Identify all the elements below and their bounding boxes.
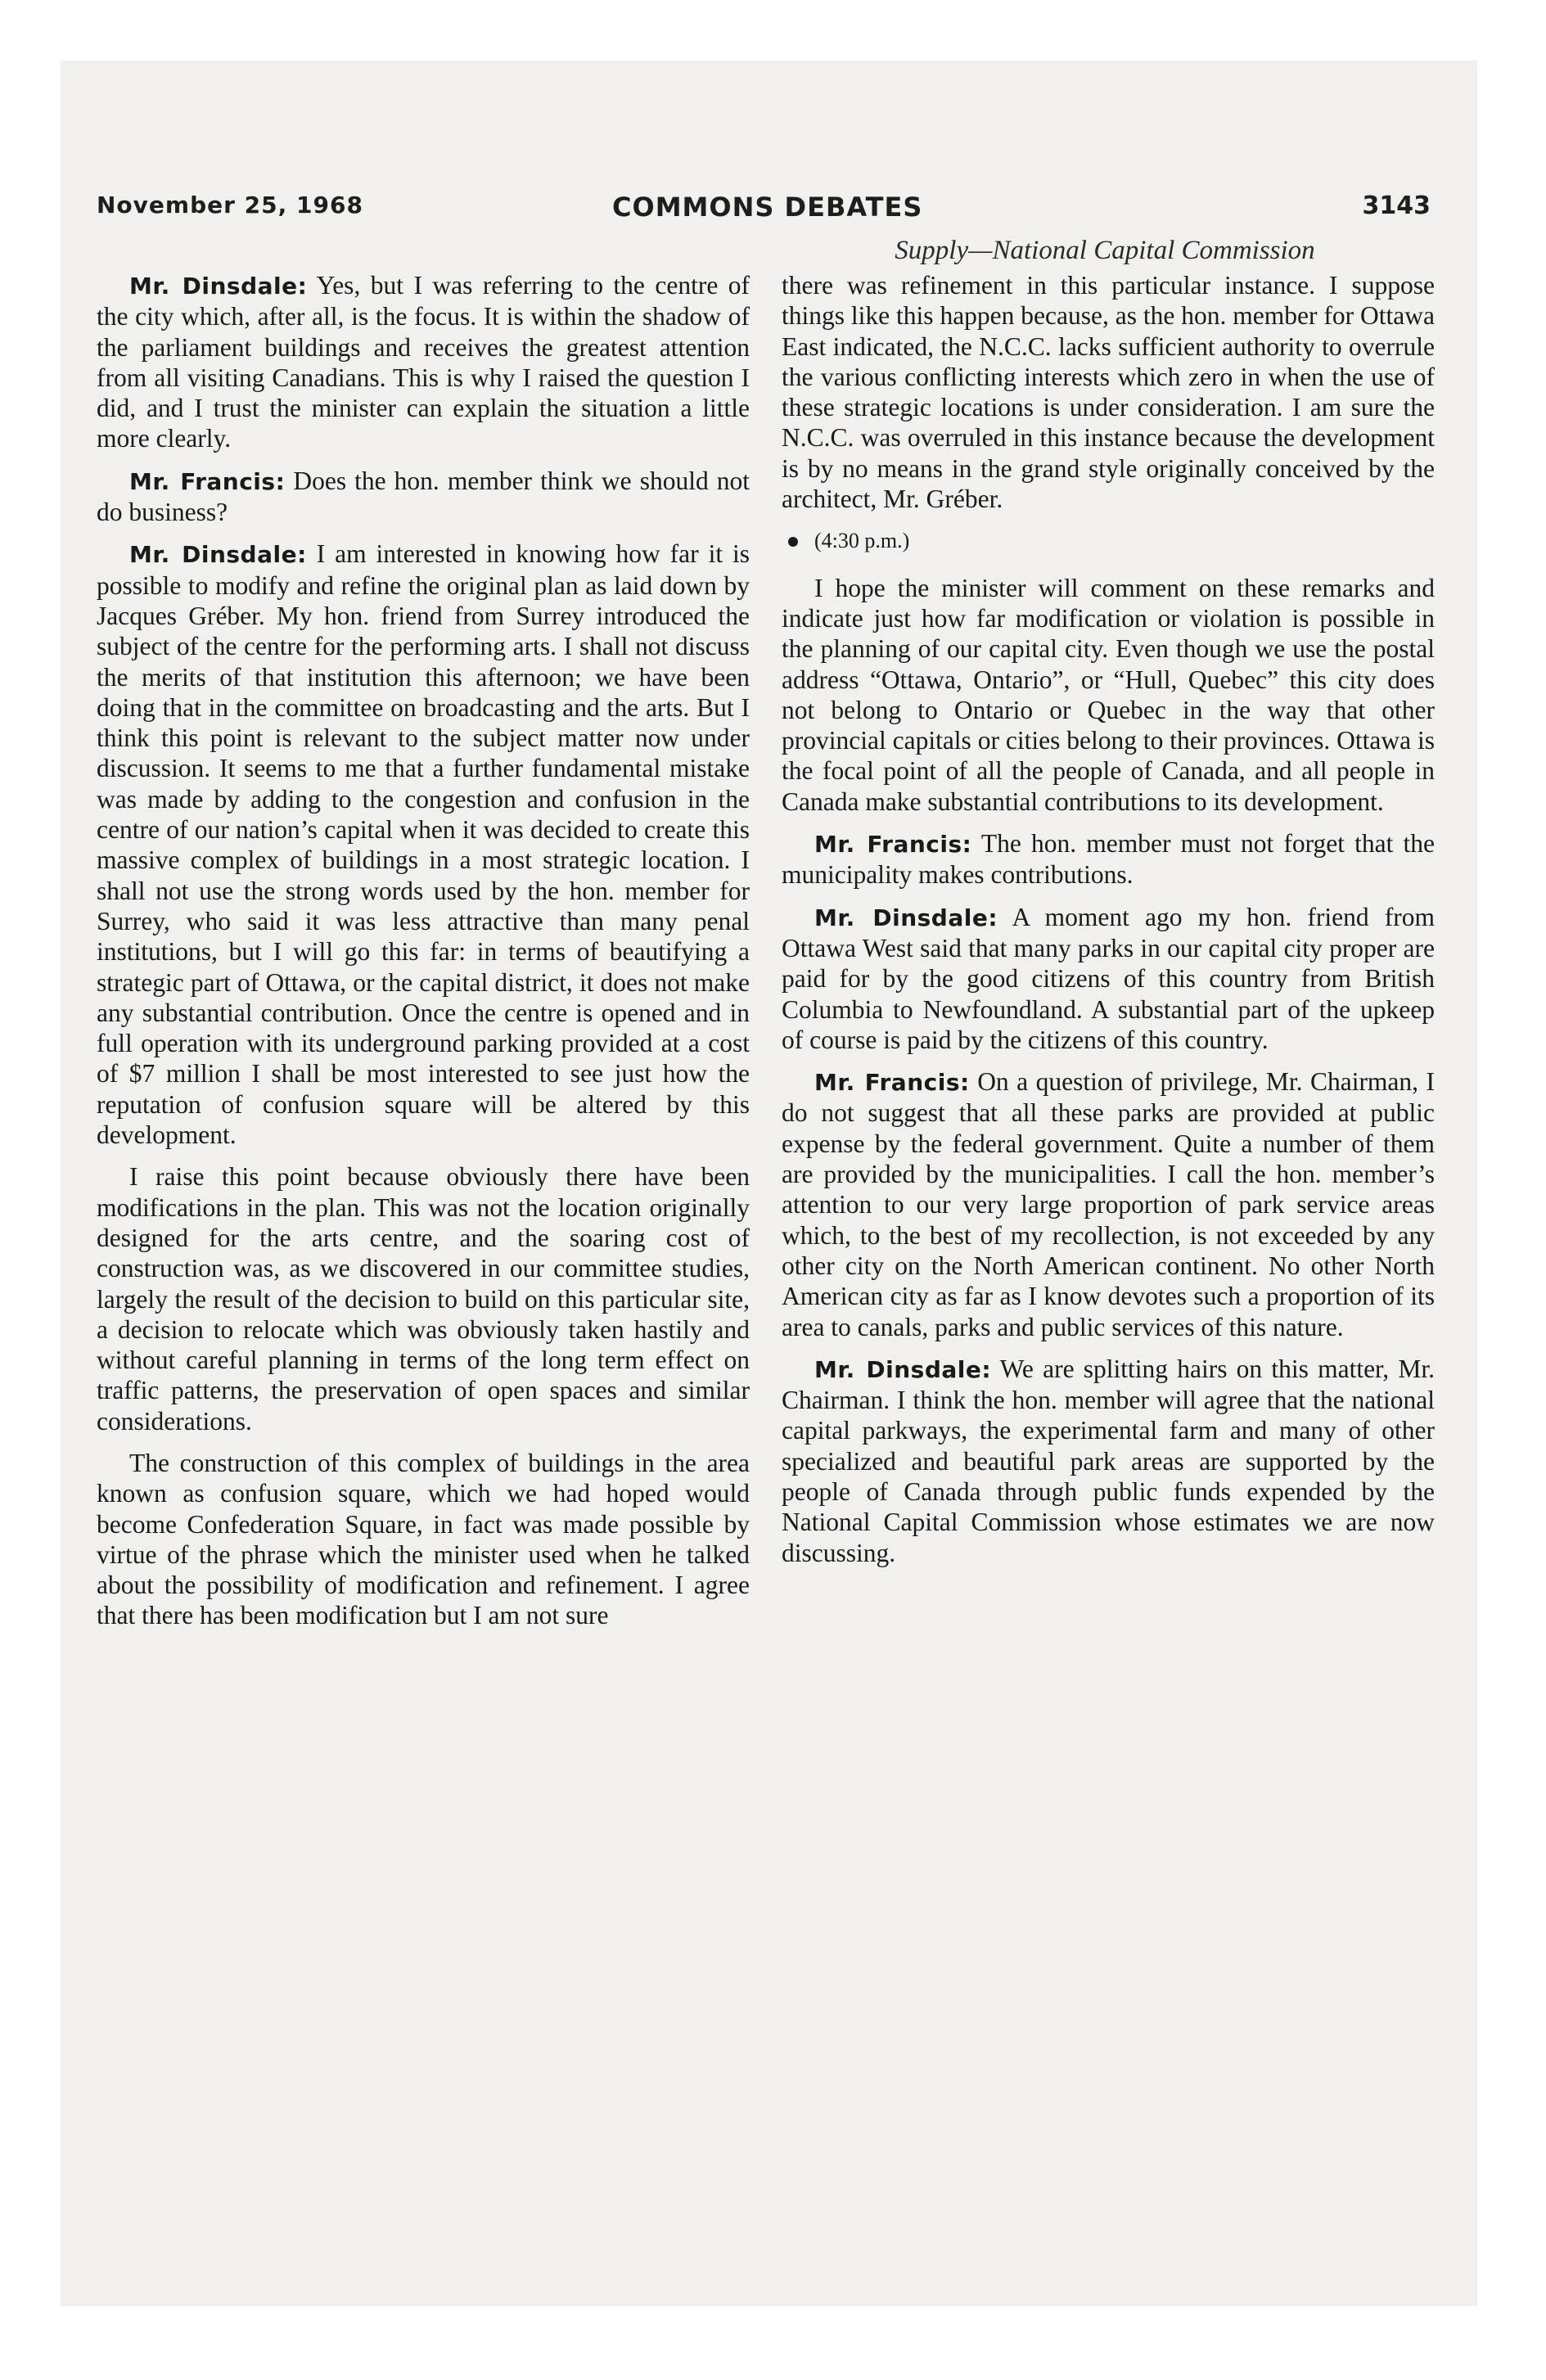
- paragraph-text: I am interested in knowing how far it is possible to modify and refine the original plan as laid down by Jacques Gréber. My hon. friend from Surrey introduced the subject of the centre for the performing arts. I shall not discuss the merits of that institution this afternoon; we have been doing that in the committee on broadcasting and the arts. But I think this point is relevant to the subject matter now under discussion. It seems to me that a further fundamental mistake was made by adding to the congestion and confusion in the centre of our nation’s capital when it was decided to create this massive complex of buildings in a most strategic location. I shall not use the strong words used by the hon. member for Surrey, who said it was less attractive than many penal institutions, but I will go this far: in terms of beautifying a strategic part of Ottawa, or the capital district, it does not make any substantial contribution. Once the centre is opened and in full operation with its underground parking provided at a cost of $7 million I shall be most interested to see just how the reputation of confusion square will be altered by this development.: [97, 539, 750, 1150]
- speaker-name: Mr. Francis:: [814, 831, 972, 859]
- speaker-name: Mr. Dinsdale:: [129, 541, 307, 569]
- speaker-name: Mr. Dinsdale:: [129, 273, 308, 300]
- speaker-name: Mr. Dinsdale:: [814, 1355, 992, 1383]
- paragraph-text: A moment ago my hon. friend from Ottawa West said that many parks in our capital city proper are paid for by the good citizens of this country from British Columbia to Newfoundland. A substantial part of the upkeep of course is paid by the citizens of this country.: [782, 902, 1435, 1054]
- paragraph: [782, 902, 1435, 1055]
- paragraph-text: Does the hon. member think we should not do business?: [97, 466, 750, 527]
- left-column: [97, 270, 750, 1643]
- paragraph-text: Yes, but I was referring to the centre of the city which, after all, is the focus. It is within the shadow of the parliament buildings and receives the greatest attention from all visiting Canadians. This is why I raised the question I did, and I trust the minister can explain the situation a little more clearly.: [97, 271, 750, 453]
- header-date: November 25, 1968: [97, 192, 363, 219]
- paragraph: [782, 1354, 1435, 1568]
- time-marker: [782, 525, 1435, 556]
- header-title: COMMONS DEBATES: [612, 192, 923, 223]
- right-column: [782, 270, 1435, 1580]
- page-header: [97, 192, 1431, 228]
- continued-paragraph: there was refinement in this particular instance. I suppose things like this happen because, as the hon. member for Ottawa East indicated, the N.C.C. lacks sufficient authority to overrule the various conflicting interests which zero in when the use of these strategic locations is under consideration. I am sure the N.C.C. was overruled in this instance because the development is by no means in the grand style originally conceived by the architect, Mr. Gréber.: [782, 271, 1435, 514]
- paragraph: [782, 828, 1435, 890]
- paragraph: [97, 466, 750, 528]
- paragraph: [782, 573, 1435, 817]
- paragraph-text: I hope the minister will comment on these remarks and indicate just how far modification or violation is possible in the planning of our capital city. Even though we use the postal address “Ottawa, Ontario”, or “Hull, Quebec” this city does not belong to Ontario or Quebec in the way that other provincial capitals or cities belong to their provinces. Ottawa is the focal point of all the people of Canada, and all people in Canada make substantial contributions to its development.: [782, 573, 1435, 816]
- paragraph: [97, 270, 750, 454]
- paragraph-text: I raise this point because obviously there have been modifications in the plan. This was not the location originally designed for the arts centre, and the soaring cost of construction was, as we discovered in our committee studies, largely the result of the decision to build on this particular site, a decision to relocate which was obviously taken hastily and without careful planning in terms of the long term effect on traffic patterns, the preservation of open spaces and similar considerations.: [97, 1162, 750, 1436]
- paragraph-text: The construction of this complex of buildings in the area known as confusion square, which we had hoped would become Confederation Square, in fact was made possible by virtue of the phrase which the minister used when he talked about the possibility of modification and refinement. I agree that there has been modification but I am not sure: [97, 1448, 750, 1630]
- time-marker-text: (4:30 p.m.): [814, 529, 910, 553]
- speaker-name: Mr. Francis:: [814, 1069, 970, 1097]
- speaker-name: Mr. Francis:: [129, 467, 286, 495]
- section-subhead: Supply—National Capital Commission: [895, 236, 1315, 265]
- paragraph: [97, 1161, 750, 1436]
- paragraph-text: We are splitting hairs on this matter, Mr. Chairman. I think the hon. member will agree that the national capital parkways, the experimental farm and many of other specialized and beautiful park areas are supported by the people of Canada through public funds expended by the National Capital Commission whose estimates we are now discussing.: [782, 1354, 1435, 1567]
- speaker-name: Mr. Dinsdale:: [814, 904, 998, 931]
- page-number: 3143: [1362, 192, 1431, 220]
- paragraph-text: On a question of privilege, Mr. Chairman, I do not suggest that all these parks are provided at public expense by the federal government. Quite a number of them are provided by the municipalities. I call the hon. member’s attention to our very large proportion of park service areas which, to the best of my recollection, is not exceeded by any other city on the North American continent. No other North American city as far as I know devotes such a proportion of its area to canals, parks and public services of this nature.: [782, 1067, 1436, 1341]
- bullet-icon: [788, 537, 798, 547]
- paragraph-text: The hon. member must not forget that the municipality makes contributions.: [782, 829, 1435, 890]
- paragraph: [97, 1448, 750, 1631]
- paragraph: [97, 539, 750, 1150]
- paragraph: [782, 1066, 1435, 1342]
